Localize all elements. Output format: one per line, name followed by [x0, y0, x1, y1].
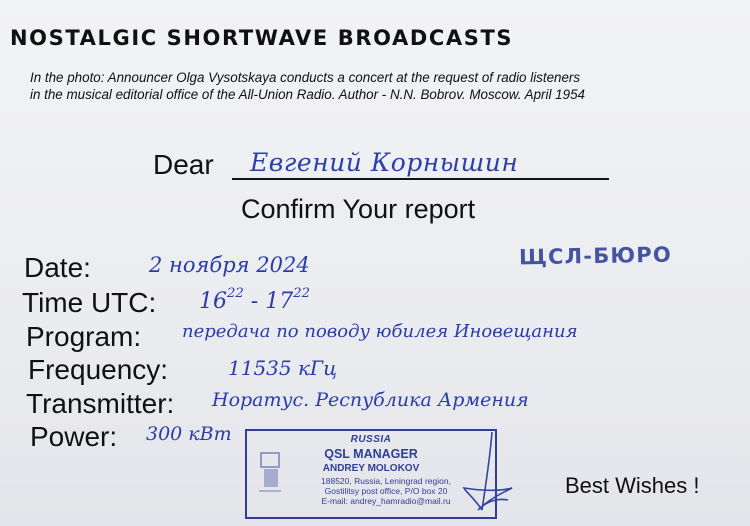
program-value: передача по поводу юбилея Иновещания [182, 321, 578, 342]
qsl-address-line-1: 188520, Russia, Leningrad region, [321, 476, 451, 486]
transmitter-label: Transmitter: [26, 388, 175, 419]
frequency-label: Frequency: [28, 354, 169, 385]
qsl-manager-title: QSL MANAGER [324, 447, 418, 461]
power-value: 300 кВт [146, 423, 232, 445]
power-label: Power: [30, 421, 118, 452]
qsl-address-line-2: Gostilitsy post office, P/O box 20 [324, 486, 448, 496]
recipient-name: Евгений Корнышин [250, 148, 519, 177]
dear-underline [232, 178, 609, 180]
time-value [199, 286, 310, 314]
stamp-emblem-icon [257, 447, 285, 495]
photo-caption [30, 69, 730, 103]
caption-line-1: In the photo: Announcer Olga Vysotskaya conducts a concert at the request of radio listeners [30, 70, 581, 85]
qsl-bureau-stamp: ЩСЛ-БЮРО [518, 242, 673, 270]
caption-line-2: in the musical editorial office of the All-Union Radio. Author - N.N. Bobrov. Moscow. April 1954 [30, 87, 585, 102]
transmitter-value: Норатус. Республика Армения [212, 389, 529, 411]
signature-icon [452, 428, 522, 518]
dear-label: Dear [153, 149, 214, 180]
closing-wishes: Best Wishes ! [565, 473, 700, 498]
date-value: 2 ноября 2024 [149, 253, 310, 277]
time-label: Time UTC: [22, 287, 157, 318]
program-label: Program: [26, 321, 142, 352]
qsl-email: E-mail: andrey_hamradio@mail.ru [321, 496, 451, 506]
qsl-manager-name: ANDREY MOLOKOV [322, 463, 420, 474]
card-title: NOSTALGIC SHORTWAVE BROADCASTS [10, 26, 514, 50]
time-end-minutes: 22 [293, 286, 310, 301]
date-label: Date: [24, 252, 91, 283]
time-start-minutes: 22 [227, 286, 244, 301]
time-end-hours: 17 [265, 289, 294, 314]
qsl-country: RUSSIA [350, 434, 392, 445]
time-separator: - [250, 289, 259, 314]
confirm-report-heading: Confirm Your report [241, 194, 476, 224]
frequency-value: 11535 кГц [228, 356, 338, 380]
time-start-hours: 16 [199, 289, 227, 314]
